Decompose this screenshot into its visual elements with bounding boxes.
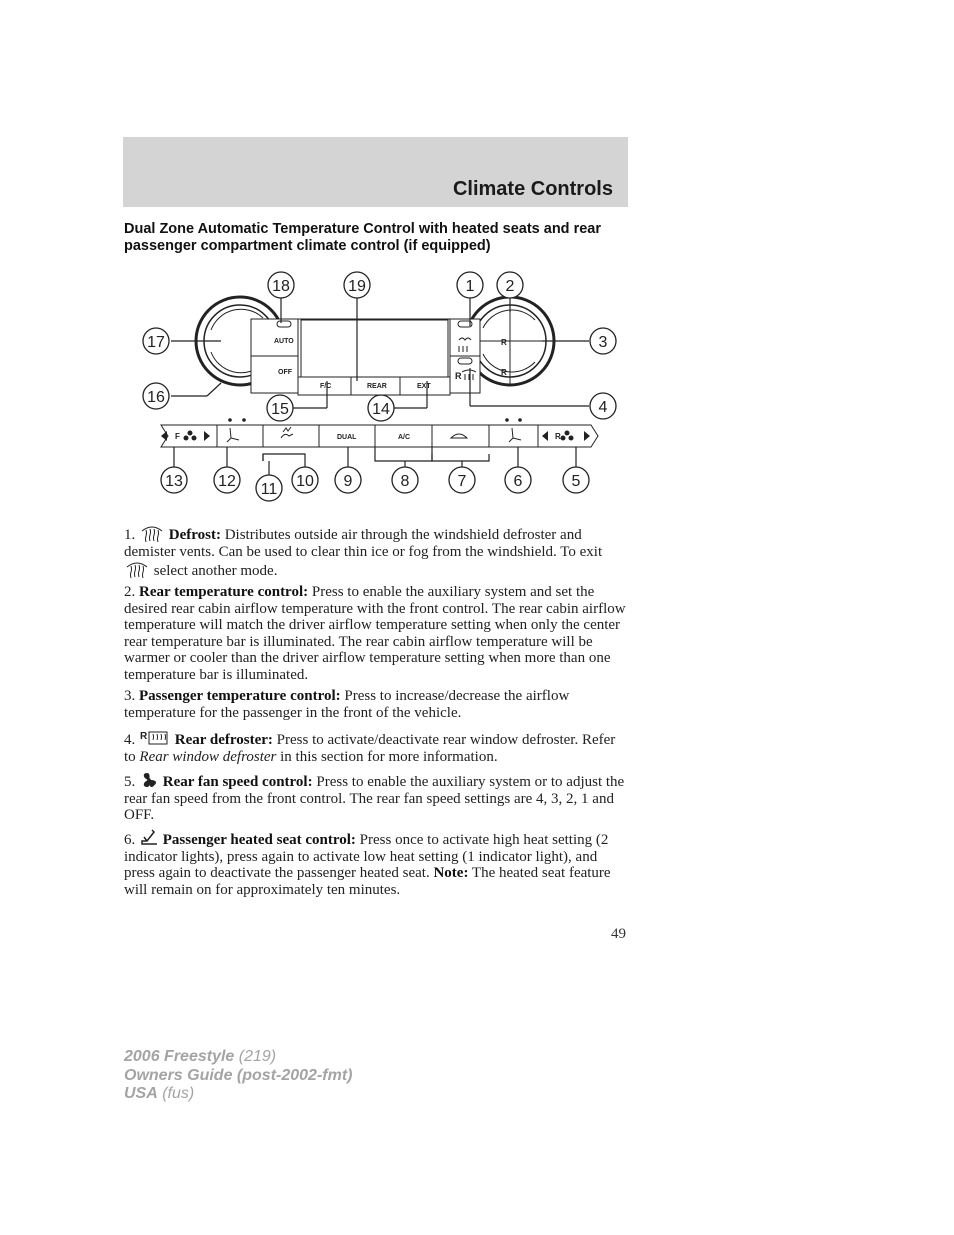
callout-11 <box>256 475 282 501</box>
svg-text:7: 7 <box>457 473 467 490</box>
item-text: Press to enable the auxiliary system and set the desired rear cabin airflow temperature with the front control. The rear cabin airflow temperature will match the driver airflow temperature setting when only the center rear temperature bar is illuminated. The rear cabin airflow temperature will be warmer or cooler than the driver airflow temperature setting when more than one temperature bar is illuminated. <box>124 584 626 683</box>
callout-6 <box>505 467 531 493</box>
rear-fan-label: R <box>555 432 561 441</box>
item-text: Distributes outside air through the windshield defroster and demister vents. Can be used to clear thin ice or fog from the windshield. To exit <box>124 527 603 560</box>
bottom-button-row <box>161 425 598 447</box>
item-number: 1. <box>124 527 136 543</box>
svg-text:14: 14 <box>372 401 390 418</box>
note-text: The heated seat feature will remain on for approximately ten minutes. <box>124 865 611 898</box>
item-1 <box>124 524 629 580</box>
callout-19 <box>344 272 370 298</box>
dual-label: DUAL <box>337 434 357 441</box>
svg-text:10: 10 <box>296 473 314 490</box>
footer-line-3 <box>124 1085 352 1104</box>
item-text: Press once to activate high heat setting (2 indicator lights), press again to activate low heat setting (1 indicator light), and press again to deactivate the passenger heated seat. <box>124 832 609 882</box>
callout-9 <box>335 467 361 493</box>
callout-17 <box>143 328 169 354</box>
item-6 <box>124 829 629 898</box>
callout-2 <box>497 272 523 298</box>
callout-8 <box>392 467 418 493</box>
callout-7 <box>449 467 475 493</box>
callout-18 <box>268 272 294 298</box>
item-number: 4. <box>124 732 136 748</box>
fan-icon <box>139 771 159 789</box>
callout-3 <box>590 328 616 354</box>
rear-defrost-icon <box>139 729 171 747</box>
callout-15 <box>267 395 293 421</box>
climate-panel-diagram <box>123 268 623 508</box>
ac-label: A/C <box>398 434 411 441</box>
page-number: 49 <box>611 926 626 942</box>
footer <box>124 1048 352 1104</box>
svg-text:11: 11 <box>260 481 278 498</box>
item-title: Defrost: <box>168 527 221 543</box>
heated-seat-icon <box>139 829 159 847</box>
rear-knob-r-top: R <box>501 338 507 347</box>
auto-label: AUTO <box>274 338 294 345</box>
rear-knob-r-bottom: R <box>501 368 507 377</box>
note-label: Note: <box>433 865 469 882</box>
page-title: Climate Controls <box>452 178 613 200</box>
item-5 <box>124 771 629 824</box>
callout-4 <box>590 393 616 419</box>
footer-line-2 <box>124 1067 352 1086</box>
footer-model-code: (219) <box>234 1048 277 1065</box>
footer-market-code: (fus) <box>157 1085 195 1102</box>
item-title: Passenger heated seat control: <box>162 832 356 848</box>
item-text: Press to activate/deactivate rear window defroster. Refer to <box>124 732 616 765</box>
item-title: Rear fan speed control: <box>162 774 313 790</box>
svg-text:2: 2 <box>505 278 515 295</box>
footer-market: USA <box>124 1085 158 1102</box>
item-number: 2. <box>124 584 136 600</box>
rear-label: REAR <box>367 383 387 390</box>
svg-text:3: 3 <box>598 334 608 351</box>
ext-label: EXT <box>417 383 431 390</box>
off-label: OFF <box>278 369 292 376</box>
front-fan-icon <box>184 431 197 441</box>
item-text-after: in this section for more information. <box>276 748 498 765</box>
item-2 <box>124 584 629 684</box>
item-3 <box>124 688 629 721</box>
item-text: Press to increase/decrease the airflow temperature for the passenger in the front of the vehicle. <box>124 688 570 721</box>
svg-text:1: 1 <box>465 278 475 295</box>
svg-text:16: 16 <box>147 389 165 406</box>
rear-fan-icon <box>561 431 574 441</box>
item-title: Passenger temperature control: <box>139 688 341 704</box>
svg-text:9: 9 <box>343 473 353 490</box>
svg-text:18: 18 <box>272 278 290 295</box>
item-title: Rear temperature control: <box>139 584 309 600</box>
callout-1 <box>457 272 483 298</box>
item-title: Rear defroster: <box>174 732 273 748</box>
callout-12 <box>214 467 240 493</box>
item-text-after: select another mode. <box>150 563 278 580</box>
item-number: 5. <box>124 774 136 790</box>
rear-defrost-r: R <box>455 371 462 381</box>
cross-reference: Rear window defroster <box>139 748 277 765</box>
svg-text:4: 4 <box>598 399 608 416</box>
front-fan-label: F <box>175 432 180 441</box>
footer-line-1 <box>124 1048 352 1067</box>
callout-10 <box>292 467 318 493</box>
defrost-icon <box>139 524 165 542</box>
svg-text:12: 12 <box>218 473 236 490</box>
item-number: 6. <box>124 832 136 848</box>
svg-text:8: 8 <box>400 473 410 490</box>
header-band <box>123 137 628 207</box>
svg-text:R: R <box>140 731 148 742</box>
svg-text:17: 17 <box>147 334 165 351</box>
callout-13 <box>161 467 187 493</box>
callout-16 <box>143 383 169 409</box>
svg-text:15: 15 <box>271 401 289 418</box>
svg-text:5: 5 <box>571 473 581 490</box>
section-subtitle: Dual Zone Automatic Temperature Control with heated seats and rear passenger compartment climate control (if equipped) <box>124 221 601 254</box>
defrost-icon <box>124 560 150 578</box>
footer-model: 2006 Freestyle <box>124 1048 235 1065</box>
item-4 <box>124 729 629 765</box>
svg-text:13: 13 <box>165 473 183 490</box>
callout-5 <box>563 467 589 493</box>
callout-14 <box>368 395 394 421</box>
item-text: Press to enable the auxiliary system or to adjust the rear fan speed from the front control. The rear fan speed settings are 4, 3, 2, 1 and OFF. <box>124 774 625 824</box>
svg-text:19: 19 <box>348 278 366 295</box>
item-number: 3. <box>124 688 136 704</box>
fc-label: F/C <box>320 383 332 390</box>
footer-guide: Owners Guide (post-2002-fmt) <box>124 1066 353 1084</box>
svg-text:6: 6 <box>513 473 523 490</box>
